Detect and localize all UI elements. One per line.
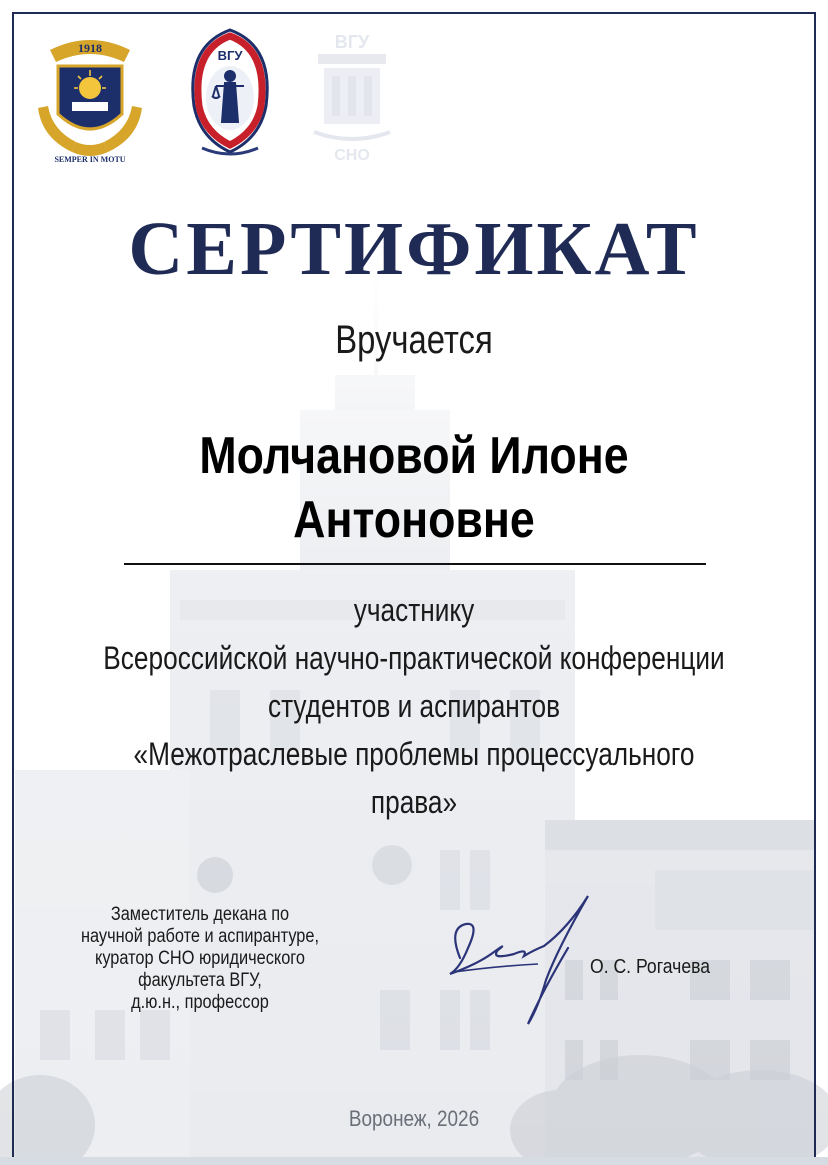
- handwritten-signature: [438, 888, 608, 1028]
- university-crest-icon: [32, 26, 148, 166]
- awarded-label: Вручается: [335, 318, 493, 362]
- signer-title-line: научной работе и аспирантуре,: [80, 926, 320, 947]
- bottom-strip: [0, 1157, 828, 1165]
- description-line: студентов и аспирантов: [267, 688, 561, 724]
- signer-title-line: д.ю.н., профессор: [131, 992, 269, 1013]
- signer-title: [54, 904, 346, 1014]
- law-faculty-themis-icon: [182, 26, 278, 158]
- description-line: «Межотраслевые проблемы процессуального: [133, 736, 695, 772]
- signer-title-line: Заместитель декана по: [110, 904, 290, 925]
- signer-name: О. С. Рогачева: [590, 956, 711, 978]
- place-and-year: Воронеж, 2026: [348, 1106, 480, 1131]
- description-line: права»: [370, 784, 458, 820]
- description-line: участнику: [353, 592, 475, 628]
- name-underline: [124, 563, 706, 565]
- signer-title-line: факультета ВГУ,: [138, 970, 262, 991]
- description-line: Всероссийской научно-практической конференции: [103, 640, 725, 676]
- recipient-line-1: Молчановой Илоне: [199, 427, 629, 485]
- recipient-line-2: Антоновне: [293, 491, 535, 549]
- crest-motto: SEMPER IN MOTU: [54, 155, 126, 164]
- crest-year: 1918: [78, 41, 102, 55]
- certificate-description: [75, 586, 754, 826]
- certificate-title: СЕРТИФИКАТ: [128, 207, 700, 291]
- sno-top-text: ВГУ: [334, 32, 370, 52]
- recipient-name: [58, 424, 770, 552]
- sno-bottom-text: СНО: [334, 147, 370, 164]
- emblem-abbr: ВГУ: [217, 48, 243, 63]
- signer-title-line: куратор СНО юридического: [94, 948, 306, 969]
- sno-faded-logo-icon: [310, 28, 394, 164]
